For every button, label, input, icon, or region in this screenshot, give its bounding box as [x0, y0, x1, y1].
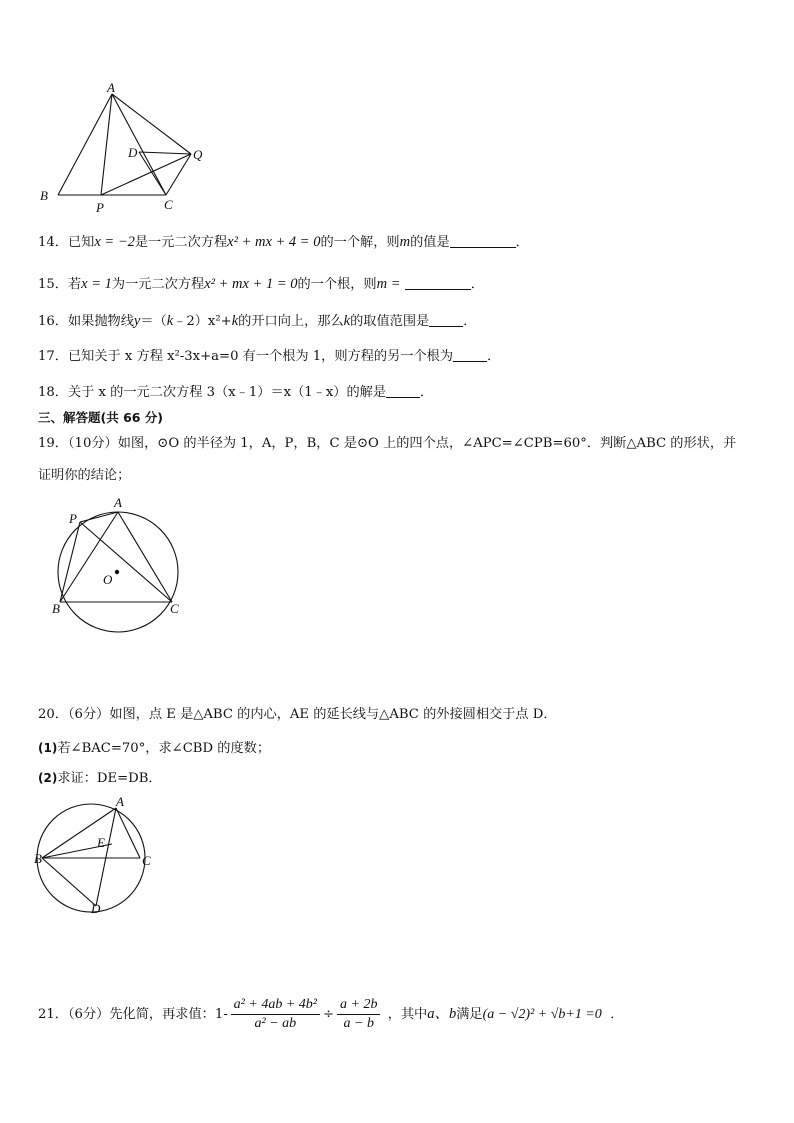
label-e-20: E — [97, 835, 105, 850]
fraction-2: $\frac{a + 2b}{a - b}$ — [337, 996, 380, 1033]
segment-bd-20 — [42, 858, 96, 906]
label-a: A — [107, 80, 115, 95]
segment-ac-20 — [116, 808, 140, 858]
center-point-o — [115, 570, 119, 574]
fraction-1: $\frac{\text{a² + 4ab + 4b²}}{\text{a² − ab}}$ — [231, 996, 320, 1033]
segment-pc — [80, 522, 172, 602]
segment-pb — [60, 522, 80, 602]
label-c-19: C — [170, 601, 179, 616]
figure-quadrilateral-svg — [36, 82, 226, 217]
question-14: 14．已知x = −2是一元二次方程x² + mx + 4 = 0的一个解，则m的值是 ． — [38, 234, 529, 250]
question-21: 21．（6分）先化简，再求值：1- $\frac{\text{a² + 4ab + 4b²}}{\text{a² − ab}}$ ÷ $\frac{a + 2b}{a - b}$ ，其中a、b满足(a − √2)² + √b+1 =0 ． — [38, 997, 624, 1031]
label-b-19: B — [52, 601, 60, 616]
figure-circle-20 — [30, 792, 160, 917]
answer-blank-18[interactable] — [386, 383, 420, 398]
label-a-20: A — [116, 794, 124, 809]
label-p: P — [96, 200, 104, 215]
segment-ad-20 — [96, 808, 116, 906]
label-q: Q — [193, 147, 203, 162]
question-20-part-1: (1)若∠BAC=70°，求∠CBD 的度数； — [38, 741, 271, 756]
figure-circle-20-svg — [30, 792, 160, 917]
segment-ap — [101, 94, 112, 195]
label-d: D — [128, 145, 138, 160]
question-17: 17．已知关于 x 方程 x²-3x+a=0 有一个根为 1，则方程的另一个根为 ． — [38, 349, 501, 364]
segment-pq — [101, 154, 191, 195]
figure-circle-19-svg — [44, 492, 194, 642]
segment-dq — [139, 152, 191, 154]
label-b-20: B — [34, 851, 42, 866]
question-20-part-2: (2)求证：DE=DB． — [38, 771, 162, 786]
label-a-19: A — [114, 495, 122, 510]
label-d-20: D — [91, 901, 101, 916]
question-19-line-2: 证明你的结论； — [38, 468, 131, 483]
answer-blank-14[interactable] — [450, 233, 516, 248]
answer-blank-15[interactable] — [405, 275, 471, 290]
label-o-19: O — [103, 572, 113, 587]
label-c-20: C — [142, 853, 151, 868]
question-18: 18．关于 x 的一元二次方程 3（x﹣1）＝x（1﹣x）的解是 ． — [38, 385, 434, 400]
figure-circle-19 — [44, 492, 194, 642]
figure-quadrilateral — [36, 82, 226, 217]
question-15: 15．若x = 1为一元二次方程x² + mx + 1 = 0的一个根，则m = ． — [38, 276, 484, 292]
section-heading-3: 三、解答题(共 66 分) — [38, 410, 164, 425]
label-b: B — [40, 188, 48, 203]
answer-blank-17[interactable] — [453, 347, 487, 362]
label-c: C — [164, 197, 173, 212]
question-16: 16．如果抛物线y＝（k﹣2）x²+k的开口向上，那么k的取值范围是 ． — [38, 313, 477, 329]
question-19-line-1: 19．（10分）如图，⊙O 的半径为 1，A，P，B，C 是⊙O 上的四个点，∠APC=∠CPB=60°．判断△ABC 的形状，并 — [38, 436, 737, 451]
answer-blank-16[interactable] — [429, 312, 463, 327]
segment-aq — [112, 94, 191, 154]
question-20-line-1: 20．（6分）如图，点 E 是△ABC 的内心，AE 的延长线与△ABC 的外接圆相交于点 D． — [38, 707, 557, 722]
segment-ab — [58, 94, 112, 195]
segment-dc — [139, 152, 166, 195]
label-p-19: P — [69, 511, 77, 526]
segment-ac — [112, 94, 166, 195]
segment-ac-19 — [118, 512, 172, 602]
